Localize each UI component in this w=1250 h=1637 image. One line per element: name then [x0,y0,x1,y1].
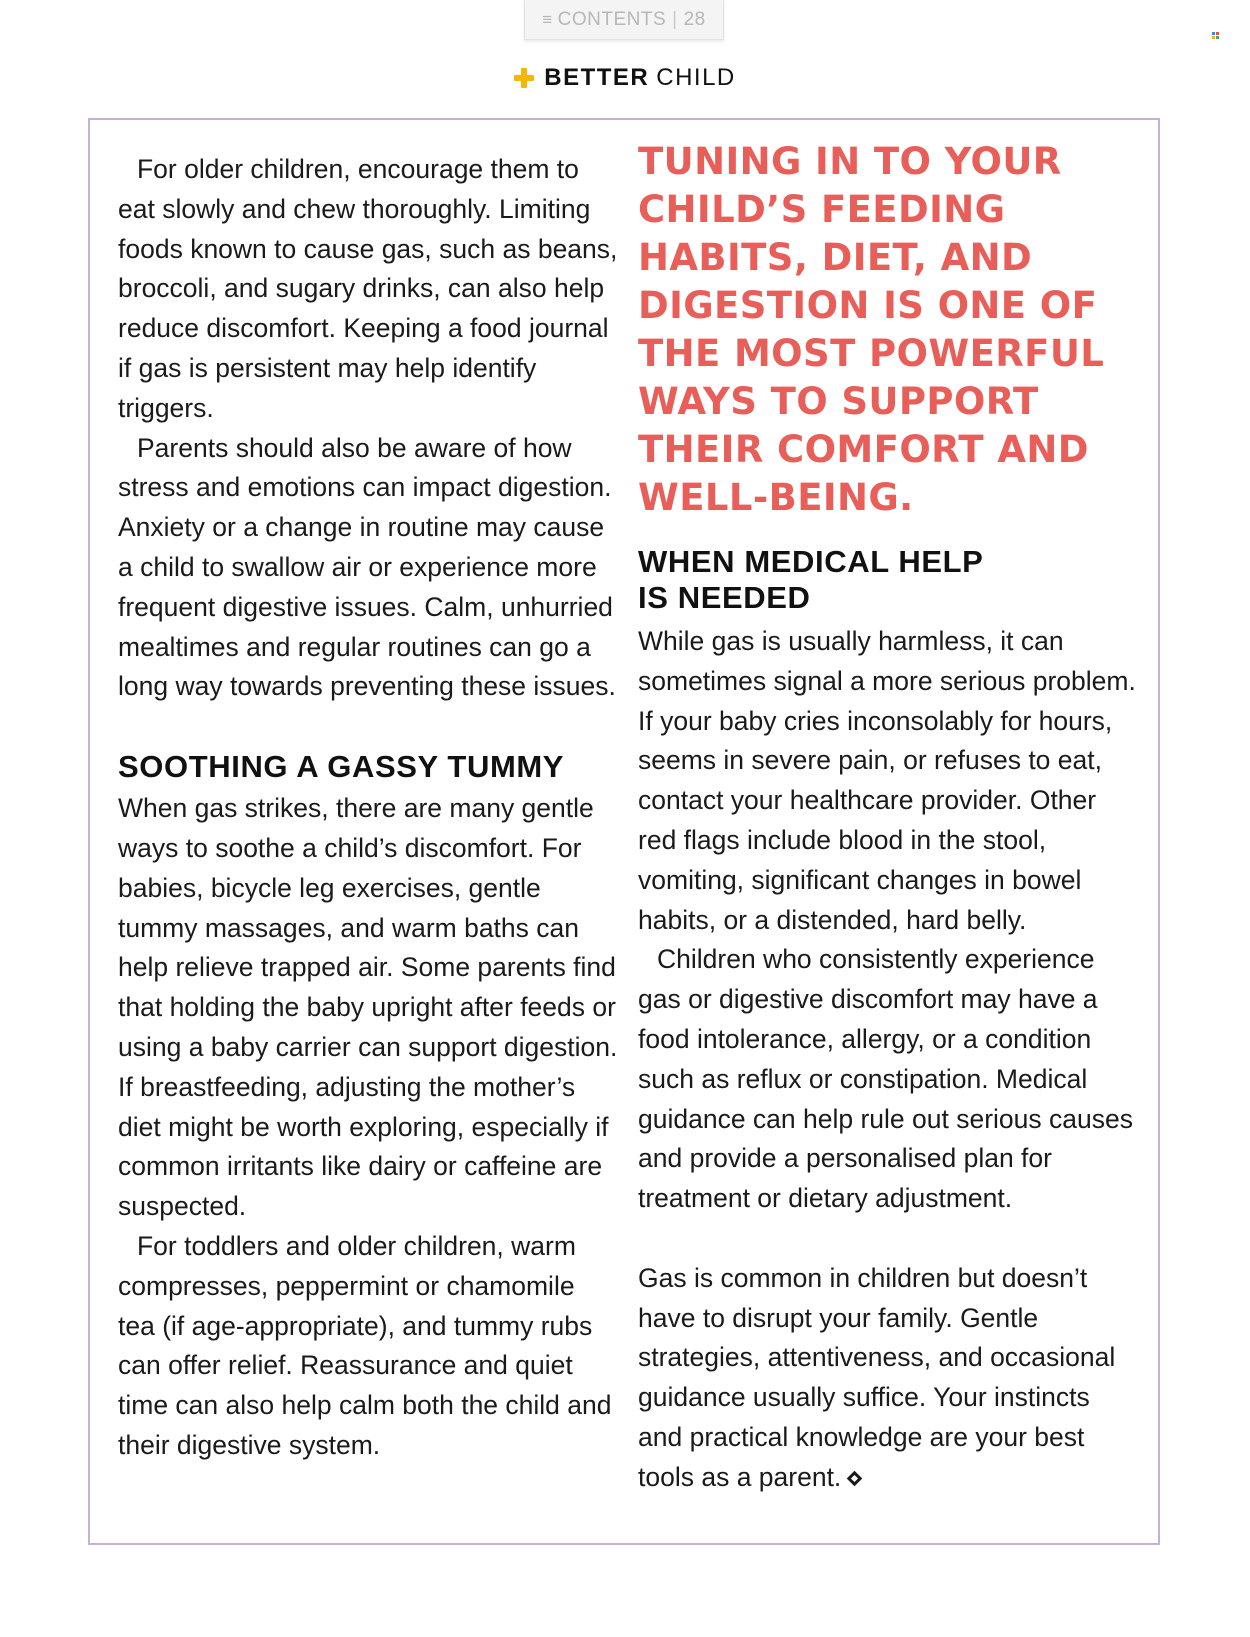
cross-icon [514,68,534,88]
left-paragraph-3: When gas strikes, there are many gentle ways to soothe a child’s discomfort. For babies, bicycle leg exercises, gentle tummy massages, and warm baths can help relieve trapped air. Some parents find that holding the baby upright after feeds or using a baby carrier can support digestion. If breastfeeding, adjusting the mother’s diet might be worth exploring, especially if common irritants like dairy or caffeine are suspected. [118,793,618,1222]
closing-paragraph [638,1259,1138,1498]
left-column [118,150,618,1466]
tab-separator: | [672,8,678,30]
corner-dots-icon [1212,32,1222,40]
paragraph-gap [638,1219,1138,1259]
right-column [638,140,1138,1498]
page-number: 28 [683,8,706,30]
closing-text: Gas is common in children but doesn’t have to disrupt your family. Gentle strategies, attentiveness, and occasional guidance usually suffice. Your instincts and practical knowledge are your best tools as a parent. [638,1262,1116,1492]
left-paragraph-1: For older children, encourage them to eat slowly and chew thoroughly. Limiting foods known to cause gas, such as beans, broccoli, and sugary drinks, can also help reduce discomfort. Keeping a food journal if gas is persistent may help identify triggers. [118,154,618,423]
section-header [0,64,1250,92]
menu-icon: ≡ [542,9,553,29]
soothing-heading: SOOTHING A GASSY TUMMY [118,749,565,785]
right-paragraph-1: While gas is usually harmless, it can sometimes signal a more serious problem. If your baby cries inconsolably for hours, seems in severe pain, or refuses to eat, contact your healthcare provider. Other red flags include blood in the stool, vomiting, significant changes in bowel habits, or a distended, hard belly. [638,626,1136,935]
diamond-end-icon [847,1470,863,1486]
right-paragraph-2: Children who consistently experience gas or digestive discomfort may have a food intolerance, allergy, or a condition such as reflux or constipation. Medical guidance can help rule out serious causes and provide a personalised plan for treatment or dietary adjustment. [638,944,1133,1214]
left-paragraph-4: For toddlers and older children, warm compresses, peppermint or chamomile tea (if age-appropriate), and tummy rubs can offer relief. Reassurance and quiet time can also help calm both the child and their digestive system. [118,1230,612,1460]
medical-heading-line-1: WHEN MEDICAL HELP [638,544,984,579]
contents-tab[interactable] [524,0,724,40]
brand-light: CHILD [656,64,736,91]
pull-quote: TUNING IN TO YOUR CHILD’S FEEDING HABITS, DIET, AND DIGESTION IS ONE OF THE MOST POWERFUL WAYS TO SUPPORT THEIR COMFORT AND WELL-BEING. [638,140,1105,519]
left-paragraph-2: Parents should also be aware of how stress and emotions can impact digestion. Anxiety or a change in routine may cause a child to swallow air or experience more frequent digestive issues. Calm, unhurried mealtimes and regular routines can go a long way towards preventing these issues. [118,432,616,702]
brand-bold: BETTER [544,64,650,91]
medical-heading-line-2: IS NEEDED [638,580,811,615]
contents-label: CONTENTS [557,8,667,30]
medical-heading [638,544,1138,616]
